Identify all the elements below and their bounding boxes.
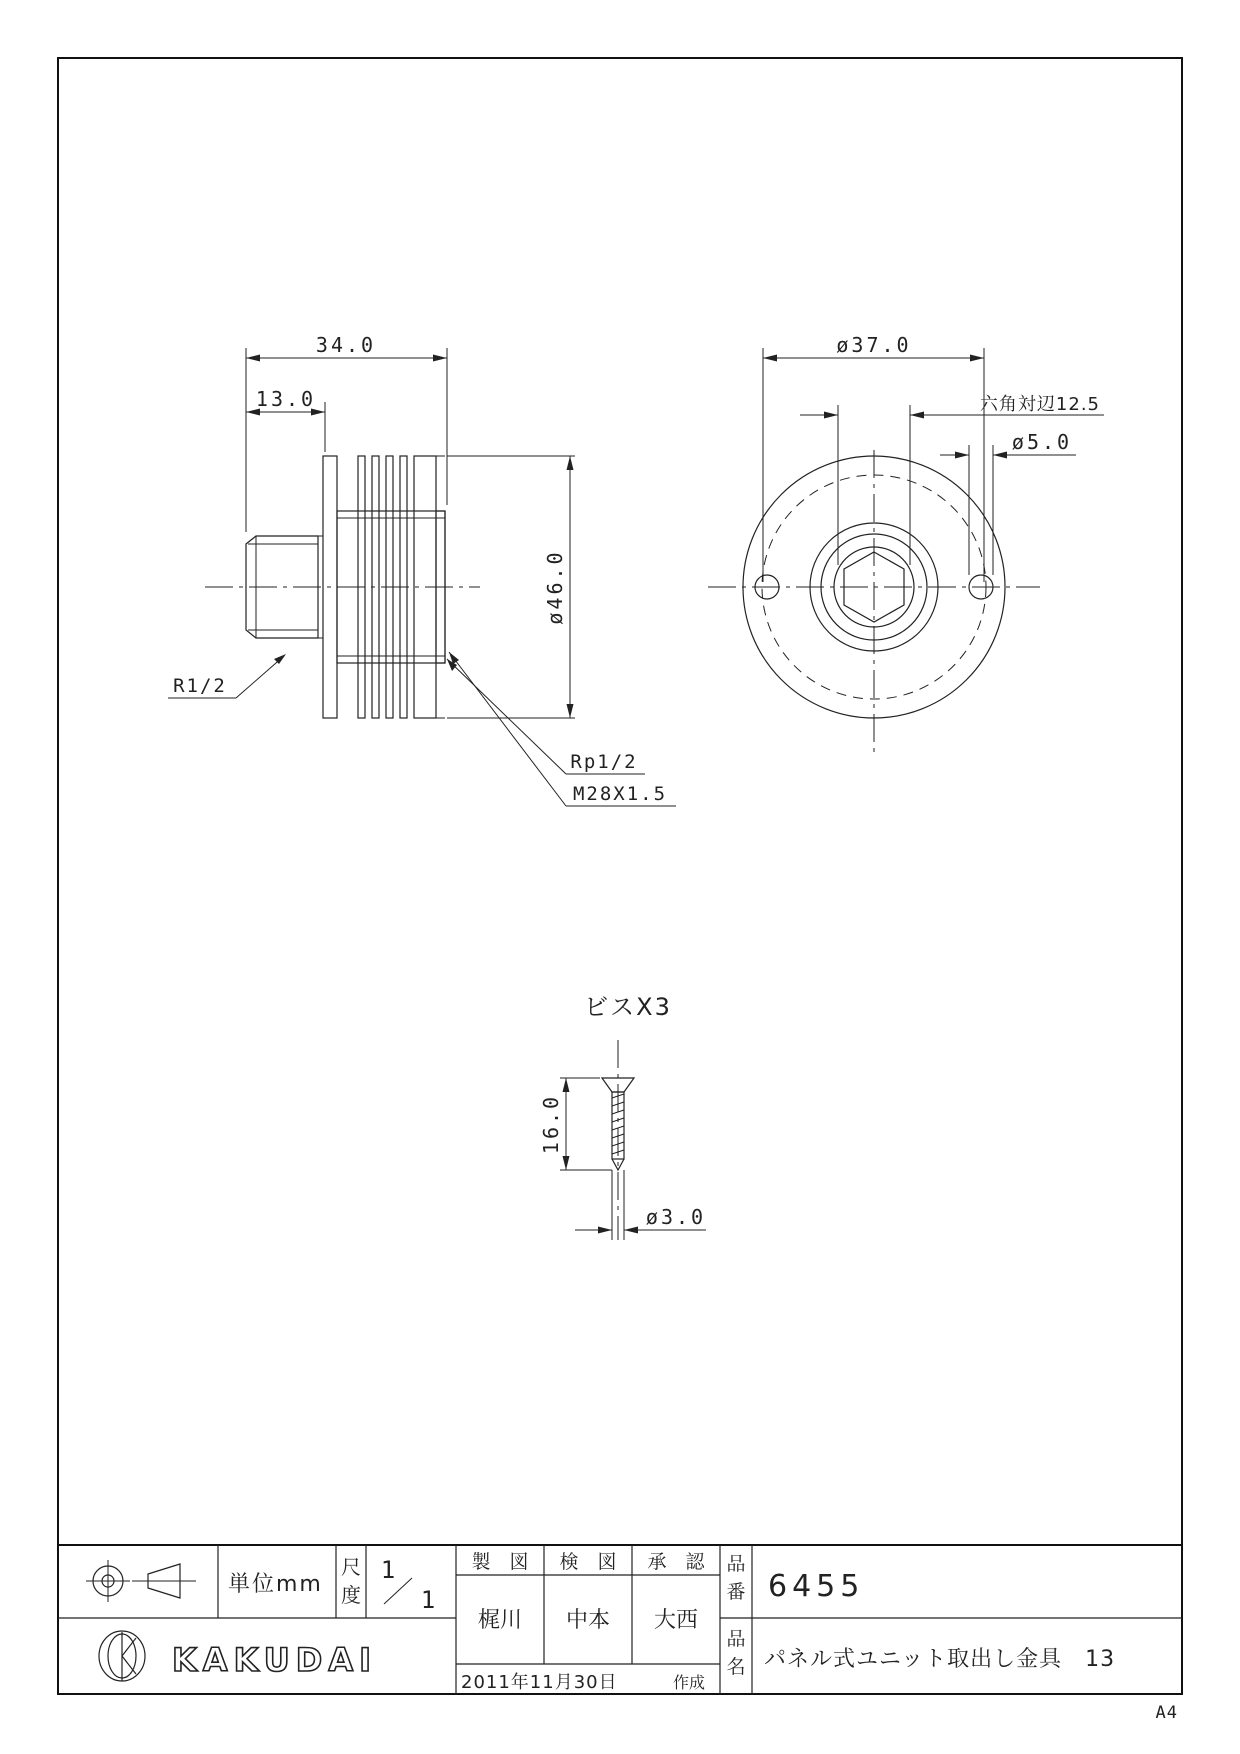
- scale-label-1: 尺: [341, 1555, 361, 1579]
- dim-screw-length: 16.0: [539, 1093, 563, 1155]
- part-name-label-1: 品: [726, 1628, 746, 1650]
- part-name-label-2: 名: [726, 1656, 746, 1678]
- part-number: 6455: [768, 1569, 865, 1604]
- title-block: [58, 1545, 1182, 1694]
- scale-denominator: 1: [420, 1586, 436, 1614]
- label-female-thread: Rp1/2: [570, 751, 638, 773]
- screw-detail: [539, 993, 706, 1240]
- drawn-by: 梶川: [477, 1608, 523, 1633]
- scale-label-2: 度: [341, 1583, 361, 1607]
- drawing-date: 2011年11月30日: [461, 1672, 618, 1693]
- drawing-border: [58, 58, 1182, 1694]
- dim-body-diameter: ø46.0: [543, 549, 567, 625]
- part-name: パネル式ユニット取出し金具 13: [764, 1647, 1116, 1672]
- dim-hex-width: 六角対辺12.5: [979, 394, 1100, 415]
- brand-wordmark: KAKUDAI: [172, 1641, 378, 1679]
- screw-detail-title: ビスX3: [584, 993, 672, 1021]
- header-drawn: 製 図: [471, 1551, 529, 1573]
- side-view: [168, 333, 676, 806]
- created-label: 作成: [672, 1673, 706, 1692]
- unit-label: 単位mm: [228, 1572, 323, 1597]
- header-checked: 検 図: [559, 1551, 617, 1573]
- paper-size: A4: [1155, 1703, 1178, 1723]
- dim-screw-diameter: ø3.0: [645, 1205, 707, 1229]
- part-no-label-2: 番: [726, 1581, 746, 1603]
- label-male-thread: R1/2: [173, 675, 227, 697]
- dim-flange-diameter: ø37.0: [836, 333, 912, 357]
- dim-overall-length: 34.0: [315, 333, 377, 357]
- dim-hole-diameter: ø5.0: [1011, 430, 1073, 454]
- front-view: [708, 333, 1104, 755]
- header-approved: 承 認: [647, 1551, 705, 1573]
- checked-by: 中本: [565, 1608, 611, 1633]
- projection-symbol-icon: [86, 1560, 196, 1602]
- approved-by: 大西: [653, 1608, 699, 1633]
- kakudai-logo: [99, 1631, 377, 1681]
- dim-thread-length: 13.0: [255, 387, 317, 411]
- scale-numerator: 1: [380, 1556, 396, 1584]
- part-no-label-1: 品: [726, 1553, 746, 1575]
- label-screw-thread: M28X1.5: [572, 783, 668, 805]
